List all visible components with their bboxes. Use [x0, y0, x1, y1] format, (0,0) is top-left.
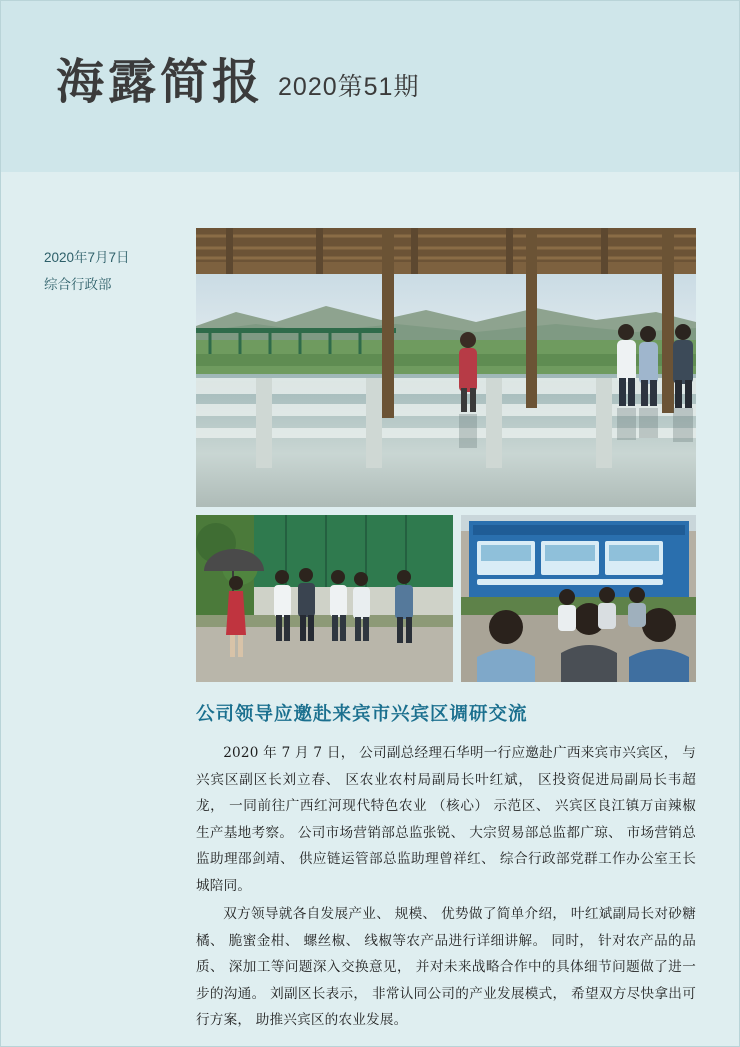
photo-main-greenhouse-visit — [196, 228, 696, 507]
photo-main-illustration — [196, 228, 696, 507]
publication-title: 海露简报 — [56, 54, 265, 110]
article-title: 公司领导应邀赴来宾市兴宾区调研交流 — [196, 704, 528, 725]
page-header — [0, 0, 740, 172]
meta-column — [44, 244, 194, 298]
article-paragraph-1: 2020 年 7 月 7 日， 公司副总经理石华明一行应邀赴广西来宾市兴宾区， 与兴宾区副区长刘立春、 区农业农村局副局长叶红斌， 区投资促进局副局长韦超龙， 一同前往广西红河现代特色农业 （核心） 示范区、 兴宾区良江镇万亩辣椒生产基地考察。 公司市场营销部总监张锐、 大宗贸易部总监都广琼、 市场营销总监助理邵剑靖、 供应链运管部总监助理曾祥红、 综合行政部党群工作办公室王长城陪同。 — [196, 745, 696, 894]
photo-left-illustration — [196, 515, 453, 682]
photo-left-outdoor-discussion — [196, 515, 453, 682]
photo-right-illustration — [461, 515, 696, 682]
publish-date: 2020年7月7日 — [44, 250, 130, 265]
issue-number: 2020第51期 — [278, 73, 420, 101]
article-paragraph-2: 双方领导就各自发展产业、 规模、 优势做了简单介绍， 叶红斌副局长对砂糖橘、 脆蜜金柑、 螺丝椒、 线椒等农产品进行详细讲解。 同时， 针对农产品的品质、 深加工等问题深入交换意见， 并对未来战略合作中的具体细节问题做了进一步的沟通。 刘副区长表示， 非常认同公司的产业发展模式， 希望双方尽快拿出可行方案， 助推兴宾区的农业发展。 — [196, 906, 696, 1028]
department-name: 综合行政部 — [44, 277, 112, 292]
masthead — [56, 54, 420, 110]
article — [196, 700, 696, 1036]
photo-right-briefing-board — [461, 515, 696, 682]
